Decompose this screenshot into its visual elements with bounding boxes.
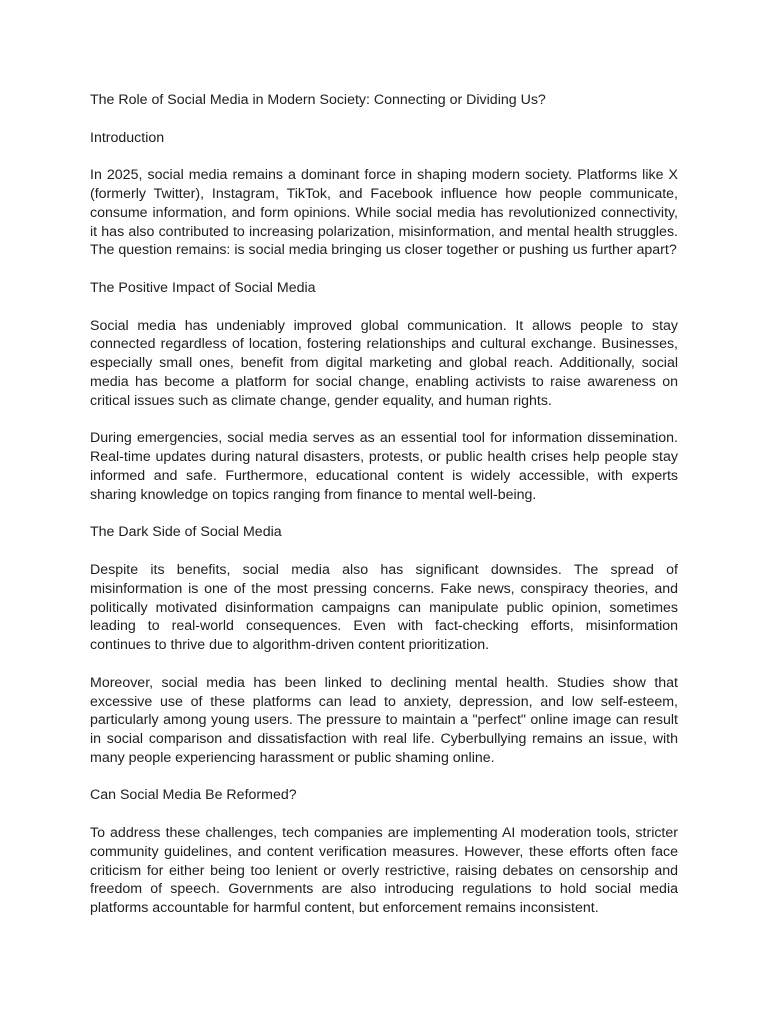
section-heading-positive-impact: The Positive Impact of Social Media (90, 279, 316, 296)
section-heading-reform: Can Social Media Be Reformed? (90, 787, 297, 804)
paragraph-dark-side-2: Moreover, social media has been linked to declining mental health. Studies show that excessive use of these platforms can lead to anxiety, depression, and low self-esteem, particularly among young users. The pressure to maintain a "perfect" online image can result in social comparison and dissatisfaction with real life. Cyberbullying remains an issue, with many people experiencing harassment or public shaming online. (90, 674, 678, 766)
section-heading-introduction: Introduction (90, 129, 165, 146)
paragraph-positive-impact-1: Social media has undeniably improved global communication. It allows people to stay connected regardless of location, fostering relationships and cultural exchange. Businesses, especially small ones, benefit from digital marketing and global reach. Additionally, social media has become a platform for social change, enabling activists to raise awareness on critical issues such as climate change, gender equality, and human rights. (90, 317, 678, 409)
paragraph-dark-side-1: Despite its benefits, social media also has significant downsides. The spread of misinformation is one of the most pressing concerns. Fake news, conspiracy theories, and politically motivated disinformation campaigns can manipulate public opinion, sometimes leading to real-world consequences. Even with fact-checking efforts, misinformation continues to thrive due to algorithm-driven content prioritization. (90, 561, 678, 654)
document-title: The Role of Social Media in Modern Society: Connecting or Dividing Us? (90, 92, 546, 108)
paragraph-reform: To address these challenges, tech companies are implementing AI moderation tools, stricter community guidelines, and content verification measures. However, these efforts often face criticism for either being too lenient or overly restrictive, raising debates on censorship and freedom of speech. Governments are also introducing regulations to hold social media platforms accountable for harmful content, but enforcement remains inconsistent. (90, 825, 678, 917)
document-page (90, 91, 678, 937)
section-heading-dark-side: The Dark Side of Social Media (90, 524, 282, 541)
paragraph-introduction: In 2025, social media remains a dominant force in shaping modern society. Platforms like X (formerly Twitter), Instagram, TikTok, and Facebook influence how people communicate, consume information, and form opinions. While social media has revolutionized connectivity, it has also contributed to increasing polarization, misinformation, and mental health struggles. The question remains: is social media bringing us closer together or pushing us further apart? (90, 167, 678, 259)
paragraph-positive-impact-2: During emergencies, social media serves as an essential tool for information dissemination. Real-time updates during natural disasters, protests, or public health crises help people stay informed and safe. Furthermore, educational content is widely accessible, with experts sharing knowledge on topics ranging from finance to mental well-being. (90, 430, 678, 503)
